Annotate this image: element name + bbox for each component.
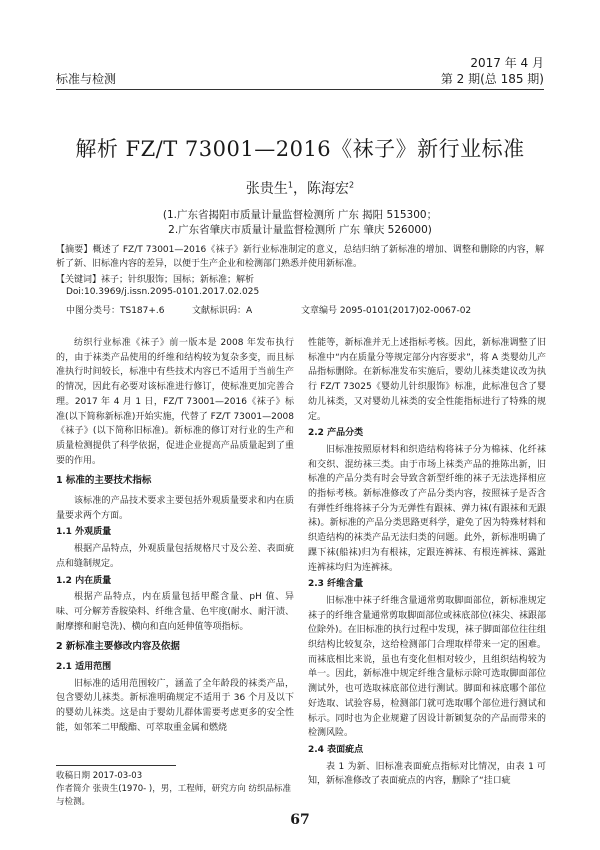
keywords [56, 272, 254, 285]
footnote-rule [56, 765, 176, 766]
keywords-label: 【关键词】 [56, 275, 102, 285]
author-bio: 作者简介 张贵生(1970- )，男，工程师，研究方向 纺织品标准与检测。 [56, 784, 291, 807]
section-1-2-heading: 1.2 内在质量 [56, 575, 112, 586]
section-1-2-paragraph: 根据产品特点，内在质量包括甲醛含量、pH 值、异味、可分解芳香胺染料、纤维含量、色牢度(耐水、耐汗渍、耐摩擦和耐皂洗)、横向和直向延伸值等项指标。 [56, 592, 294, 632]
section-1-paragraph: 该标准的产品技术要求主要包括外观质量要求和内在质量要求两个方面。 [56, 496, 294, 521]
intro-paragraph: 纺织行业标准《袜子》前一版本是 2008 年发布执行的，由于袜类产品使用的纤维和结构较为复杂多变，而且标准执行时间较长，标准中有些技术内容已不适用于当前生产的情况，因此有必要对该标准进行修订，使标准更加完善合理。2017 年 4 月 1 日，FZ/T 73001—2016《袜子》标准(以下简称新标准)开始实施，代替了 FZ/T 73001—2008《袜子》(以下简称旧标准)。新标准的修订对行业的生产和质量检测提供了科学依据，促进企业提高产品质量起到了重要的作用。 [56, 338, 294, 466]
document-code: 文献标识码：A [192, 306, 253, 316]
issue-date: 2017 年 4 月 [470, 56, 544, 70]
journal-section: 标准与检测 [56, 72, 117, 86]
affiliation-1: (1.广东省揭阳市质量计量监督检测所 广东 揭阳 515300； [162, 209, 438, 221]
section-2-1-paragraph: 旧标准的适用范围较广，涵盖了全年龄段的袜类产品，包含婴幼儿袜类。新标准明确规定不适用于 36 个月及以下的婴幼儿袜类。这是由于婴幼儿群体需要考虑更多的安全性能，如邻苯二甲酸酯、可萃取重金属和燃烧 [56, 678, 294, 733]
author-1-name: 张贵生 [245, 181, 288, 197]
section-2-3-paragraph: 旧标准中袜子纤维含量通常剪取脚面部位，新标准规定袜子的纤维含量通常剪取脚面部位或袜底部位(袜尖、袜跟部位除外)。在旧标准的执行过程中发现，袜子脚面部位往往组织结构比较复杂，这给检测部门合理取样带来一定的困难。而袜底相比来说，虽也有变化但相对较少，且组织结构较为单一。因此，新标准中规定纤维含量标示除可选取脚面部位测试外，也可选取袜底部位进行测试。脚面和袜底哪个部位好选取、试验容易，检测部门就可选取哪个部位进行测试和标示。同时也为企业规避了因设计新颖复杂的产品而带来的检测风险。 [308, 595, 546, 739]
author-2-affil: 2 [349, 180, 355, 190]
page-number: 67 [290, 812, 310, 828]
received-date: 收稿日期 2017-03-03 [56, 771, 143, 781]
abstract-label: 【摘要】 [56, 245, 93, 255]
doi: Doi:10.3969/j.issn.2095-0101.2017.02.025 [66, 287, 260, 297]
body-left-column [56, 336, 294, 736]
section-2-1-continued: 性能等，新标准并无上述指标考核。因此，新标准调整了旧标准中“内在质量分等规定部分内容要求”，将 A 类婴幼儿产品指标删除。在新标准发布实施后，婴幼儿袜类建议改为执行 FZ/T 73025《婴幼儿针织服饰》标准，此标准包含了婴幼儿袜类，又对婴幼儿袜类的安全性能指标进行了特殊的规定。 [308, 338, 546, 422]
section-1-heading: 1 标准的主要技术指标 [56, 475, 152, 487]
section-2-4-heading: 2.4 表面疵点 [308, 744, 364, 755]
section-1-1-heading: 1.1 外观质量 [56, 527, 112, 538]
abstract [56, 243, 544, 271]
classification-number: 中图分类号：TS187+.6 [66, 306, 165, 316]
section-2-heading: 2 新标准主要修改内容及依据 [56, 641, 180, 653]
issue-number: 第 2 期(总 185 期) [440, 72, 544, 86]
article-title: 解析 FZ/T 73001—2016《袜子》新行业标准 [75, 137, 525, 161]
section-2-2-heading: 2.2 产品分类 [308, 428, 364, 439]
footnote [56, 770, 296, 809]
abstract-text: 概述了 FZ/T 73001—2016《袜子》新行业标准制定的意义，总结归纳了新标准的增加、调整和删除的内容，解析了新、旧标准内容的差异，以便于生产企业和检测部门熟悉并使用新标准。 [56, 245, 544, 269]
section-2-2-paragraph: 旧标准按照原材料和织造结构将袜子分为棉袜、化纤袜和交织、混纺袜三类。由于市场上袜类产品的推陈出新，旧标准的产品分类有时会导致含新型纤维的袜子无法选择相应的指标考核。新标准修改了产品分类内容，按照袜子是否含有弹性纤维将袜子分为无弹性有跟袜、弹力袜(有跟袜和无跟袜)。新标准的产品分类思路更科学，避免了因为特殊材料和织造结构的袜类产品无法归类的问题。此外，新标准明确了踝下袜(船袜)归为有根袜，定跟连裤袜、有根连裤袜、露趾连裤袜均归为连裤袜。 [308, 444, 546, 573]
section-2-3-heading: 2.3 纤维含量 [308, 579, 364, 590]
keywords-text: 袜子；针织服饰；国标；新标准；解析 [101, 275, 255, 285]
author-separator: ， [293, 181, 307, 197]
header-rule [56, 89, 544, 90]
author-1-affil: 1 [287, 180, 293, 190]
section-1-1-paragraph: 根据产品特点，外观质量包括规格尺寸及公差、表面疵点和缝制规定。 [56, 544, 294, 569]
article-number: 文章编号 2095-0101(2017)02-0067-02 [301, 306, 472, 316]
author-2-name: 陈海宏 [307, 181, 349, 197]
affiliation-2: 2.广东省肇庆市质量计量监督检测所 广东 肇庆 526000) [168, 224, 432, 236]
body-right-column [308, 336, 546, 789]
authors [0, 178, 600, 198]
section-2-1-heading: 2.1 适用范围 [56, 662, 112, 673]
section-2-4-paragraph: 表 1 为新、旧标准表面疵点指标对比情况，由表 1 可知，新标准修改了表面疵点的内容，删除了“挂口疵 [308, 761, 546, 787]
